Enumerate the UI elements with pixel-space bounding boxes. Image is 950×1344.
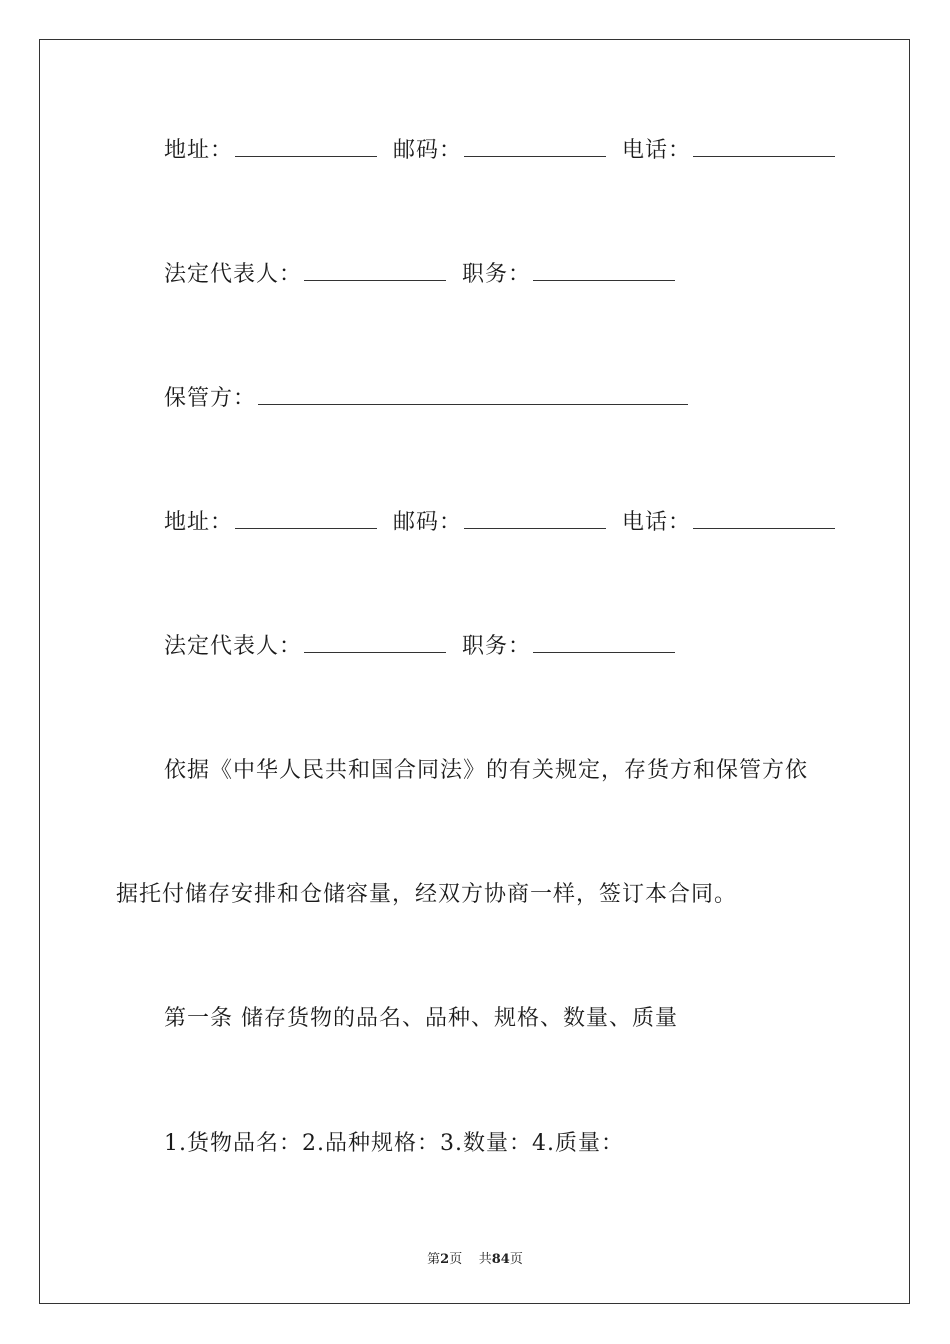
keeper-title-label: 职务： (462, 634, 532, 659)
keeper-name-blank[interactable] (258, 382, 688, 405)
depositor-postcode-label: 邮码： (393, 138, 463, 163)
keeper-rep-line (164, 630, 683, 662)
article1-items: 1.货物品名：2.品种规格：3.数量：4.质量： (164, 1131, 624, 1156)
keeper-phone-label: 电话： (622, 510, 692, 535)
article1-title: 第一条 储存货物的品名、品种、规格、数量、质量 (164, 1006, 678, 1031)
page-footer (0, 1248, 950, 1267)
depositor-rep-label: 法定代表人： (164, 262, 303, 287)
keeper-postcode-blank[interactable] (464, 506, 606, 529)
footer-total-number: 84 (491, 1252, 510, 1267)
keeper-label: 保管方： (164, 386, 257, 411)
body-paragraph-line2: 据托付储存安排和仓储容量，经双方协商一样，签订本合同。 (116, 882, 738, 907)
footer-total-suffix: 页 (509, 1252, 523, 1267)
depositor-postcode-blank[interactable] (464, 134, 606, 157)
keeper-address-label: 地址： (164, 510, 234, 535)
depositor-contact-line (164, 134, 843, 166)
depositor-rep-blank[interactable] (304, 258, 446, 281)
keeper-address-blank[interactable] (235, 506, 377, 529)
footer-page-prefix: 第 (427, 1252, 441, 1267)
depositor-phone-label: 电话： (622, 138, 692, 163)
depositor-address-label: 地址： (164, 138, 234, 163)
footer-page-suffix: 页 (449, 1252, 463, 1267)
footer-total-prefix: 共 (478, 1252, 492, 1267)
keeper-postcode-label: 邮码： (393, 510, 463, 535)
keeper-phone-blank[interactable] (693, 506, 835, 529)
keeper-contact-line (164, 506, 843, 538)
keeper-title-blank[interactable] (533, 630, 675, 653)
keeper-line (164, 382, 696, 414)
depositor-address-blank[interactable] (235, 134, 377, 157)
depositor-title-blank[interactable] (533, 258, 675, 281)
footer-page-number: 2 (440, 1252, 450, 1267)
keeper-rep-blank[interactable] (304, 630, 446, 653)
body-paragraph-line1: 依据《中华人民共和国合同法》的有关规定，存货方和保管方依 (164, 758, 809, 783)
depositor-title-label: 职务： (462, 262, 532, 287)
keeper-rep-label: 法定代表人： (164, 634, 303, 659)
depositor-rep-line (164, 258, 683, 290)
page-border (39, 39, 910, 1304)
depositor-phone-blank[interactable] (693, 134, 835, 157)
